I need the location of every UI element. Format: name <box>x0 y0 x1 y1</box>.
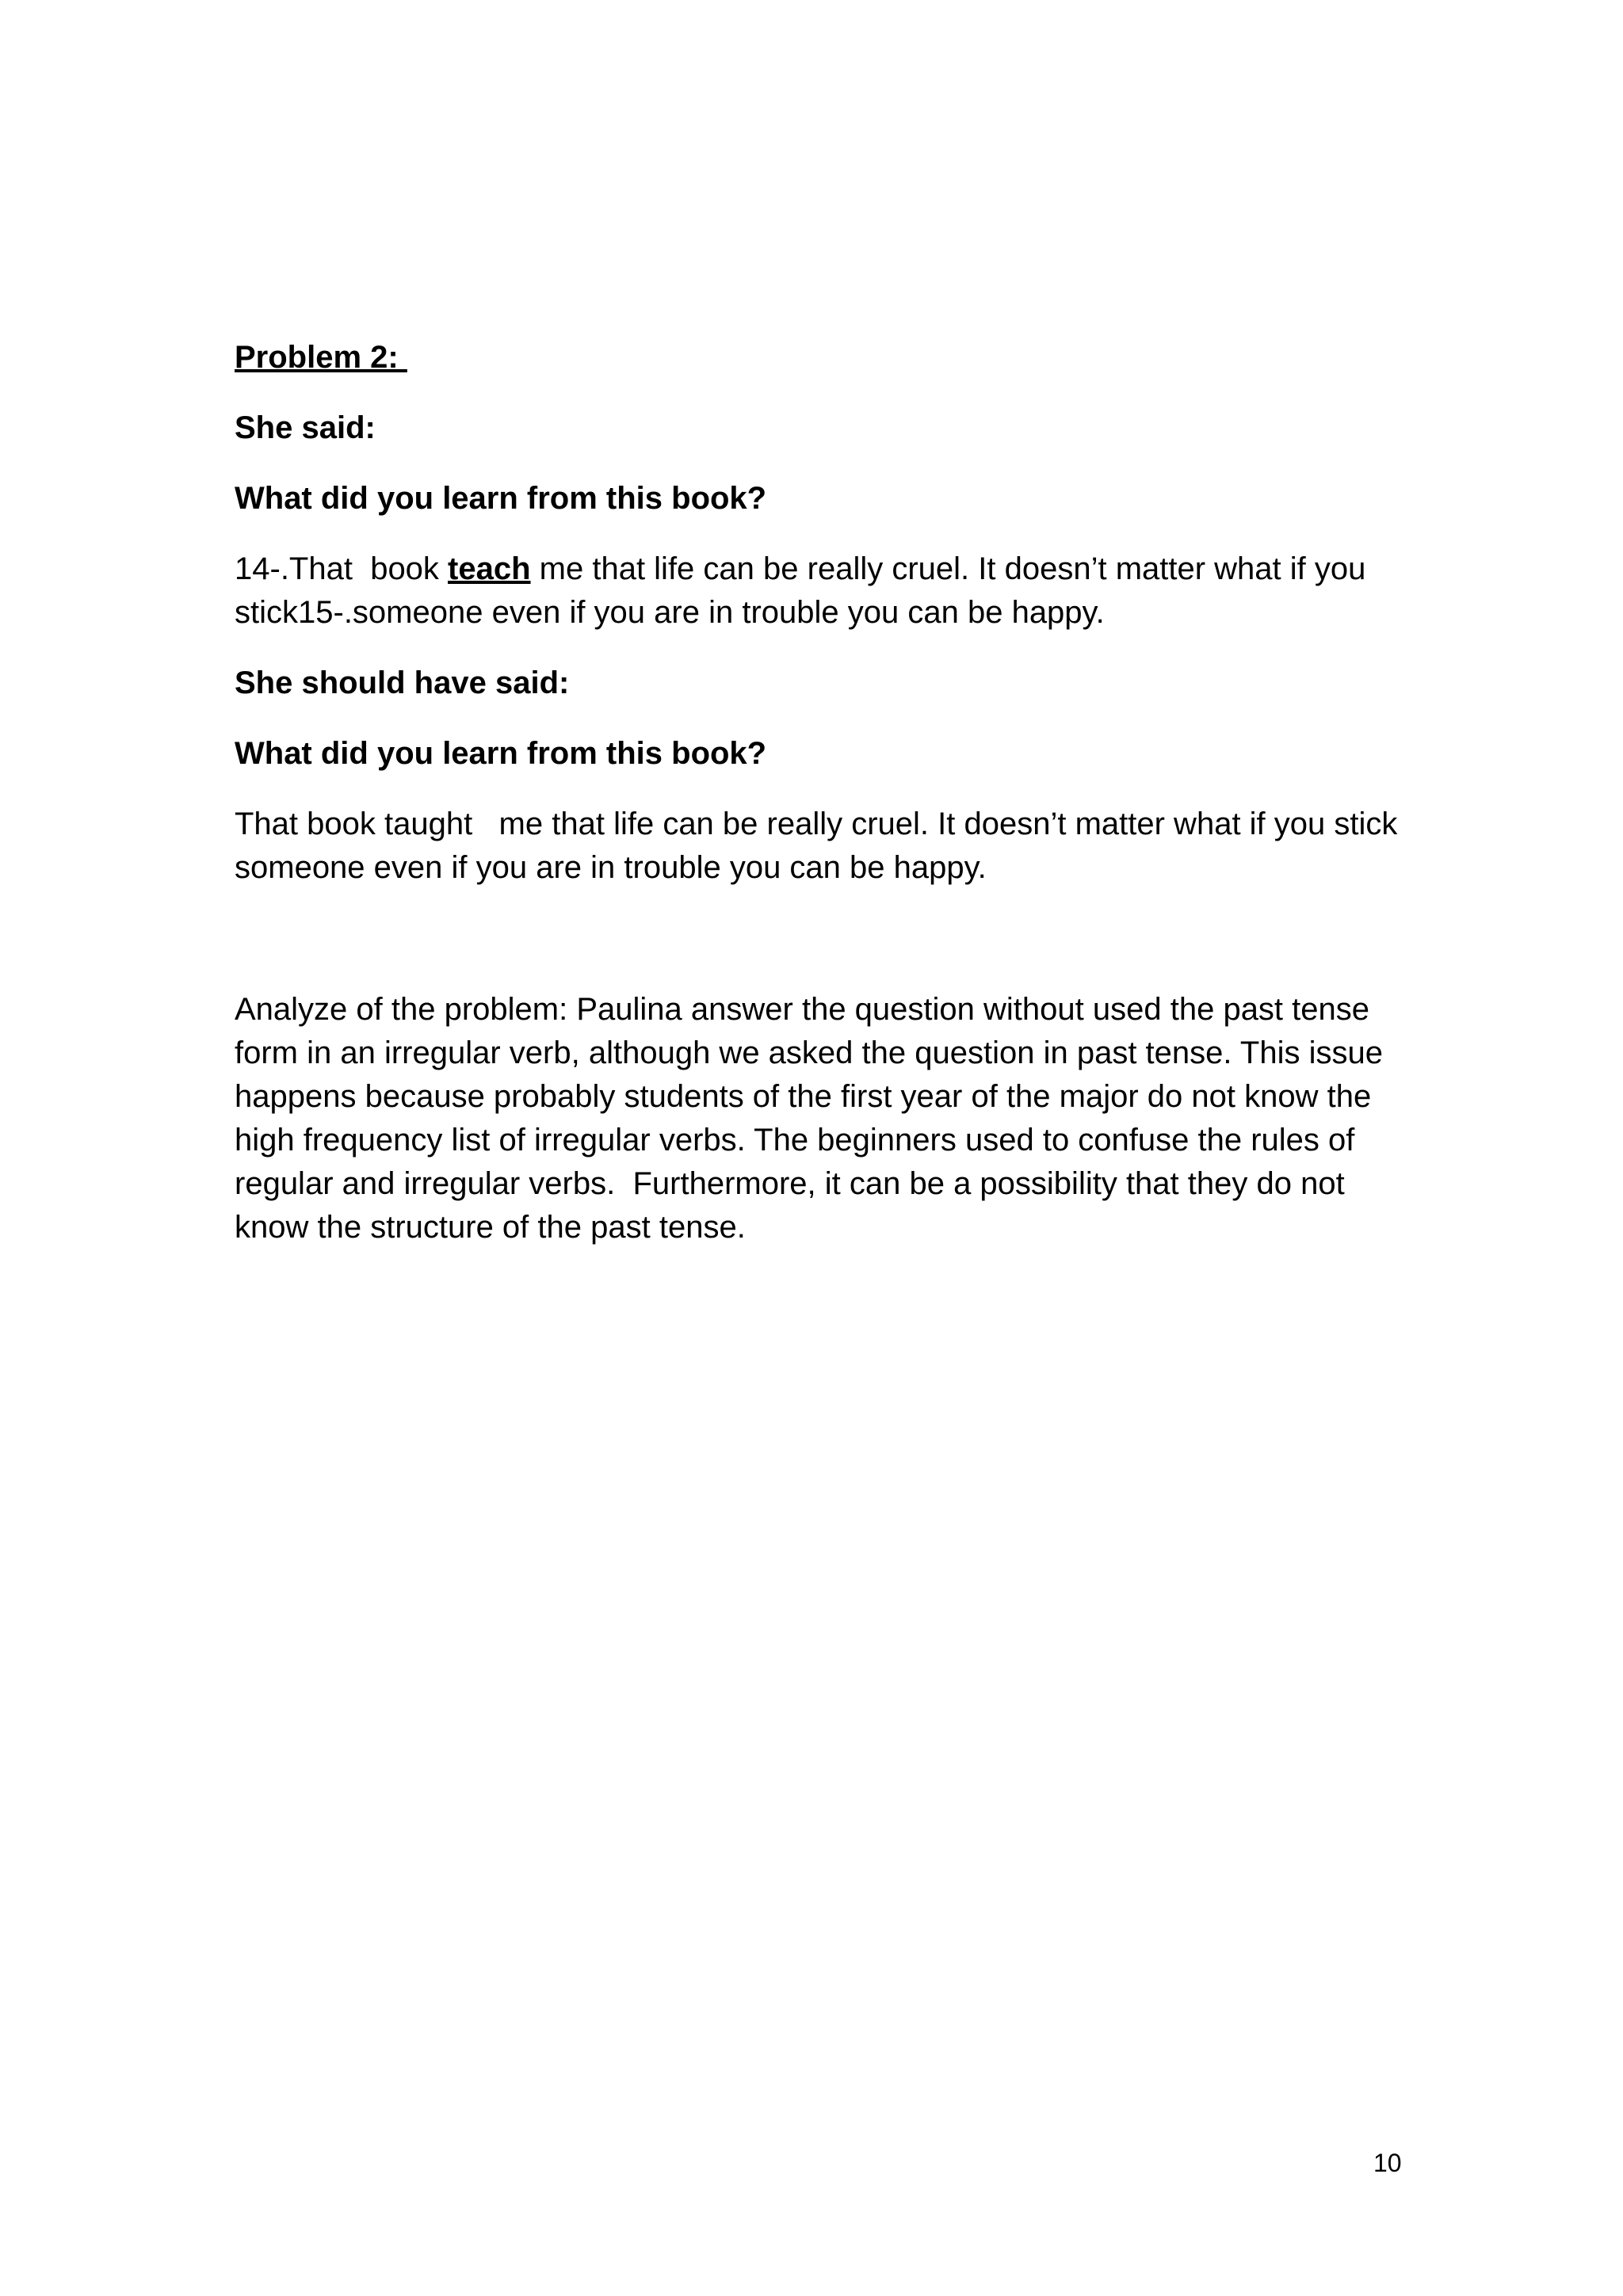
question-corrected: What did you learn from this book? <box>235 736 767 771</box>
document-body <box>235 336 1407 1276</box>
error-verb: teach <box>448 551 531 586</box>
paragraph-spacer <box>235 917 1400 988</box>
should-have-said-label: She should have said: <box>235 666 570 700</box>
page-number: 10 <box>1373 2149 1402 2177</box>
question-original: What did you learn from this book? <box>235 481 767 516</box>
original-answer-end: me that life can be really cruel. It doesn’t matter what if you stick15-.someone even if you are in trouble you can be happy. <box>235 551 1375 630</box>
original-answer-start: 14-.That book <box>235 551 449 586</box>
she-said-label: She said: <box>235 410 376 445</box>
original-answer <box>235 547 1400 635</box>
corrected-answer: That book taught me that life can be really cruel. It doesn’t matter what if you stick someone even if you are in trouble you can be happy. <box>235 807 1407 885</box>
problem-analysis: Analyze of the problem: Paulina answer the question without used the past tense form in an irregular verb, although we asked the question in past tense. This issue happens because probably students of the first year of the major do not know the high frequency list of irregular verbs. The beginners used to confuse the rules of regular and irregular verbs. Furthermore, it can be a possibility that they do not know the structure of the past tense. <box>235 992 1392 1245</box>
section-heading: Problem 2: <box>235 340 407 375</box>
